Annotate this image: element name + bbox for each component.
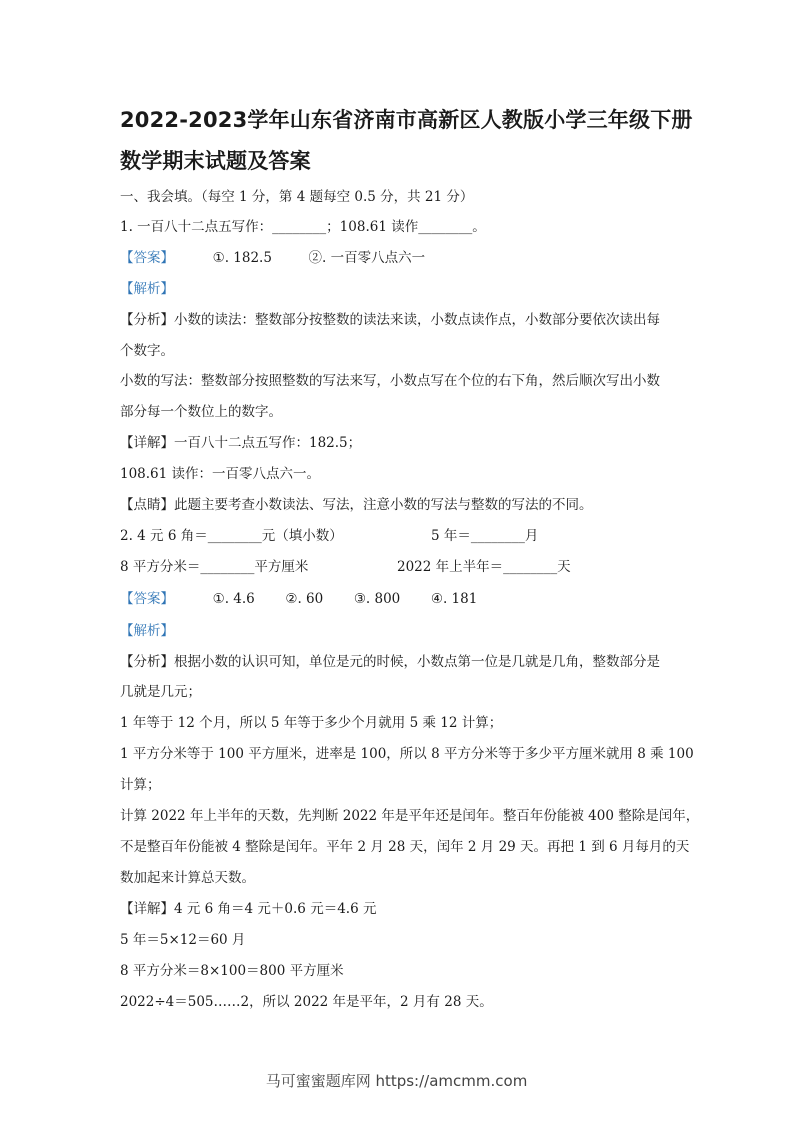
site-footer: 马可蜜蜜题库网 https://amcmm.com bbox=[265, 1072, 528, 1090]
question-2-part: 2022 年上半年＝________天 bbox=[397, 559, 571, 575]
analysis-line: 个数字。 bbox=[120, 343, 174, 359]
analysis-line: 【分析】小数的读法：整数部分按整数的读法来读，小数点读作点，小数部分要依次读出每 bbox=[120, 312, 660, 328]
analysis-line: 不是整百年份能被 4 整除是闰年。平年 2 月 28 天，闰年 2 月 29 天。再把 1 到 6 月每月的天 bbox=[120, 839, 690, 855]
question-2-row1 bbox=[120, 527, 539, 545]
analysis-line: 1 平方分米等于 100 平方厘米，进率是 100，所以 8 平方分米等于多少平方厘米就用 8 乘 100 bbox=[120, 746, 694, 762]
question-2-part: 5 年＝________月 bbox=[431, 528, 539, 544]
answer-item: ②. 60 bbox=[285, 591, 324, 607]
answer-item: ①. 4.6 bbox=[212, 591, 255, 607]
analysis-line: 小数的写法：整数部分按照整数的写法来写，小数点写在个位的右下角，然后顺次写出小数 bbox=[120, 373, 660, 389]
analysis-line: 【点睛】此题主要考查小数读法、写法，注意小数的写法与整数的写法的不同。 bbox=[120, 497, 593, 513]
analysis-line: 数加起来计算总天数。 bbox=[120, 870, 255, 886]
answer-row-q1 bbox=[120, 249, 425, 267]
analysis-line: 2022÷4＝505……2，所以 2022 年是平年，2 月有 28 天。 bbox=[120, 994, 493, 1010]
document-title-line1: 2022-2023学年山东省济南市高新区人教版小学三年级下册 bbox=[120, 108, 693, 132]
answer-item: ①. 182.5 bbox=[212, 250, 272, 266]
analysis-line: 1 年等于 12 个月，所以 5 年等于多少个月就用 5 乘 12 计算； bbox=[120, 715, 503, 731]
answer-item: ③. 800 bbox=[353, 591, 401, 607]
question-2-part: 8 平方分米＝________平方厘米 bbox=[120, 559, 309, 575]
analysis-tag-q2: 【解析】 bbox=[120, 623, 174, 639]
analysis-line: 计算； bbox=[120, 777, 161, 793]
question-2-part: 2. 4 元 6 角＝________元（填小数） bbox=[120, 528, 343, 544]
analysis-line: 108.61 读作：一百零八点六一。 bbox=[120, 466, 321, 482]
analysis-line: 【详解】4 元 6 角＝4 元＋0.6 元＝4.6 元 bbox=[120, 901, 377, 917]
answer-item: ④. 181 bbox=[430, 591, 478, 607]
analysis-line: 【分析】根据小数的认识可知，单位是元的时候，小数点第一位是几就是几角，整数部分是 bbox=[120, 654, 660, 670]
answer-tag: 【答案】 bbox=[120, 591, 174, 607]
section-heading: 一、我会填。（每空 1 分，第 4 题每空 0.5 分，共 21 分） bbox=[120, 189, 474, 205]
analysis-line: 5 年＝5×12＝60 月 bbox=[120, 932, 246, 948]
analysis-line: 【详解】一百八十二点五写作：182.5； bbox=[120, 435, 362, 451]
question-1: 1. 一百八十二点五写作：________；108.61 读作________。 bbox=[120, 219, 486, 235]
answer-item: ②. 一百零八点六一 bbox=[308, 250, 426, 266]
analysis-tag-q1: 【解析】 bbox=[120, 281, 174, 297]
answer-row-q2 bbox=[120, 590, 477, 608]
analysis-line: 8 平方分米＝8×100＝800 平方厘米 bbox=[120, 963, 344, 979]
document-title-line2: 数学期末试题及答案 bbox=[120, 149, 311, 173]
answer-tag: 【答案】 bbox=[120, 250, 174, 266]
analysis-line: 计算 2022 年上半年的天数，先判断 2022 年是平年还是闰年。整百年份能被 400 整除是闰年， bbox=[120, 808, 700, 824]
question-2-row2 bbox=[120, 558, 571, 576]
analysis-line: 部分每一个数位上的数字。 bbox=[120, 404, 282, 420]
analysis-line: 几就是几元； bbox=[120, 684, 201, 700]
